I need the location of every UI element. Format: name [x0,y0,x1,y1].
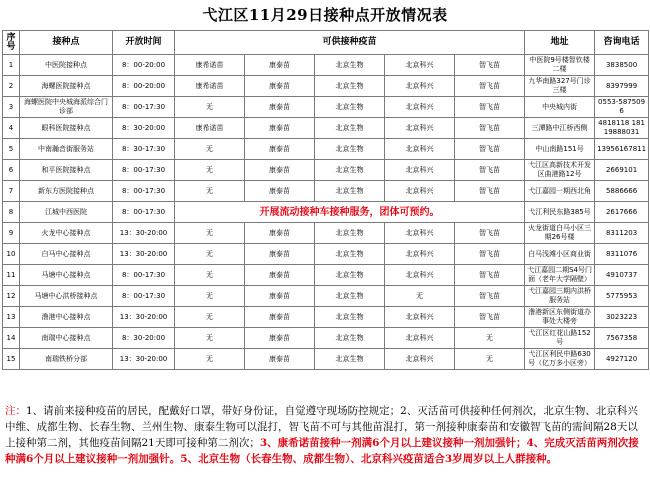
cell-phone: 13956167811 [595,139,649,160]
cell-vaccine: 无 [175,349,245,370]
cell-no: 12 [3,286,20,307]
cell-vaccine: 北京科兴 [385,55,455,76]
cell-address: 弋江利民东路385号 [525,202,595,223]
cell-vaccine: 康泰苗 [245,349,315,370]
notes [2,401,646,483]
cell-vaccine: 康泰苗 [245,223,315,244]
cell-hours: 8：00-17:30 [113,160,175,181]
table-row [3,349,649,370]
cell-vaccine: 无 [175,265,245,286]
cell-site: 南瑞铁桥分部 [20,349,113,370]
cell-vaccine: 康泰苗 [245,265,315,286]
cell-hours: 8：00-20:00 [113,55,175,76]
cell-phone: 4927120 [595,349,649,370]
cell-vaccine: 智飞苗 [455,307,525,328]
cell-vaccine: 无 [175,307,245,328]
cell-site: 白马中心接种点 [20,244,113,265]
page-title: 弋江区11月29日接种点开放情况表 [202,6,448,24]
cell-vaccine: 智飞苗 [455,76,525,97]
cell-vaccine: 北京生物 [315,181,385,202]
cell-vaccine: 康希诺苗 [175,76,245,97]
cell-phone: 2617666 [595,202,649,223]
table-row [3,55,649,76]
cell-site: 马塘中心接种点 [20,265,113,286]
cell-vaccine: 智飞苗 [455,223,525,244]
notes-part-2: 3、康希诺苗接种一剂满6个月以上建议接种一剂加强针；4、完成灭活苗两剂次接种满6个月以上建议接种一剂加强针。5、北京生物（长春生物、成都生物）、北京科兴疫苗适合3岁周岁以上人群接种。 [5,437,639,465]
header-vaccines: 可供接种疫苗 [175,31,525,55]
table-row [3,328,649,349]
cell-site: 火龙中心接种点 [20,223,113,244]
table-row [3,97,649,118]
cell-address: 火龙街道白马小区三期26号楼 [525,223,595,244]
cell-hours: 13：30-20:00 [113,307,175,328]
cell-vaccine: 无 [175,223,245,244]
cell-address: 中山南路151号 [525,139,595,160]
cell-phone: 3838500 [595,55,649,76]
cell-no: 5 [3,139,20,160]
cell-vaccine: 智飞苗 [455,55,525,76]
cell-hours: 8：00-17:30 [113,265,175,286]
cell-no: 13 [3,307,20,328]
cell-site: 中医院接种点 [20,55,113,76]
cell-address: 弋江嘉园三期内洪桥服务站 [525,286,595,307]
cell-vaccine: 康泰苗 [245,55,315,76]
cell-no: 8 [3,202,20,223]
cell-vaccine: 康泰苗 [245,76,315,97]
cell-address: 弋江区利民中路630号（亿万多小区旁） [525,349,595,370]
cell-phone: 4818118 18119888031 [595,118,649,139]
cell-site: 江城中西医院 [20,202,113,223]
cell-address: 白马浅滩小区商业街 [525,244,595,265]
cell-no: 4 [3,118,20,139]
cell-address: 弋江区红花山路152号 [525,328,595,349]
cell-site: 新东方医院接种点 [20,181,113,202]
cell-address: 弋江嘉园二期S4号门面（老年大学隔壁） [525,265,595,286]
cell-phone: 2669101 [595,160,649,181]
header-address: 地址 [525,31,595,55]
cell-vaccine: 无 [175,97,245,118]
cell-phone: 0553-5875096 [595,97,649,118]
cell-site: 海螺医院中央城海派综合门诊部 [20,97,113,118]
cell-hours: 8：00-17:30 [113,286,175,307]
cell-no: 15 [3,349,20,370]
cell-vaccine: 北京科兴 [385,265,455,286]
cell-vaccine: 北京生物 [315,244,385,265]
header-site: 接种点 [20,31,113,55]
cell-hours: 8：00-20:00 [113,76,175,97]
cell-vaccine: 北京生物 [315,328,385,349]
cell-vaccine: 北京生物 [315,286,385,307]
header-phone: 咨询电话 [595,31,649,55]
cell-no: 2 [3,76,20,97]
cell-vaccine: 北京科兴 [385,76,455,97]
schedule-table [2,30,649,370]
cell-vaccine: 北京科兴 [385,349,455,370]
cell-address: 弋江区高新技术开发区曲港路12号 [525,160,595,181]
cell-address: 中央城内街 [525,97,595,118]
cell-vaccine: 北京科兴 [385,160,455,181]
cell-site: 澛港中心接种点 [20,307,113,328]
cell-vaccine: 北京生物 [315,118,385,139]
cell-vaccine: 无 [175,181,245,202]
cell-no: 10 [3,244,20,265]
cell-vaccine: 智飞苗 [455,139,525,160]
header-no: 序号 [3,31,20,55]
cell-vaccine: 无 [455,349,525,370]
cell-vaccine: 康泰苗 [245,139,315,160]
cell-no: 14 [3,328,20,349]
cell-vaccine: 北京生物 [315,349,385,370]
cell-vaccine: 北京科兴 [385,118,455,139]
cell-no: 6 [3,160,20,181]
cell-no: 9 [3,223,20,244]
cell-hours: 8：00-17:30 [113,181,175,202]
cell-phone: 5775953 [595,286,649,307]
table-row [3,76,649,97]
cell-vaccine: 北京生物 [315,139,385,160]
table-row [3,139,649,160]
cell-vaccine: 北京科兴 [385,328,455,349]
cell-vaccine: 康泰苗 [245,244,315,265]
cell-vaccine: 无 [175,286,245,307]
cell-site: 中南瀚音街服务站 [20,139,113,160]
cell-vaccine: 北京科兴 [385,181,455,202]
cell-site: 南瑞中心接种点 [20,328,113,349]
cell-vaccine: 北京科兴 [385,244,455,265]
cell-site: 眼科医院接种点 [20,118,113,139]
cell-vaccine: 康希诺苗 [175,118,245,139]
cell-vaccine: 北京科兴 [385,307,455,328]
cell-address: 澛港新区东侧街道办事处大楼旁 [525,307,595,328]
cell-phone: 8311203 [595,223,649,244]
cell-vaccine: 无 [175,244,245,265]
table-row [3,307,649,328]
cell-vaccine: 智飞苗 [455,160,525,181]
cell-vaccine: 康泰苗 [245,286,315,307]
cell-no: 1 [3,55,20,76]
cell-vaccine: 无 [385,286,455,307]
cell-phone: 7567358 [595,328,649,349]
cell-no: 11 [3,265,20,286]
cell-vaccine: 康希诺苗 [175,55,245,76]
cell-vaccine: 康泰苗 [245,307,315,328]
cell-vaccine: 无 [455,328,525,349]
cell-address: 中医院9号楼智钦楼二楼 [525,55,595,76]
cell-site: 和平医院接种点 [20,160,113,181]
cell-address: 九华南路327号门诊三楼 [525,76,595,97]
cell-vaccine: 康泰苗 [245,118,315,139]
cell-hours: 8：30-20:00 [113,328,175,349]
cell-vaccine: 北京生物 [315,265,385,286]
cell-hours: 8：00-17:30 [113,202,175,223]
cell-phone: 5886666 [595,181,649,202]
cell-vaccine: 康泰苗 [245,97,315,118]
table-row [3,118,649,139]
table-row [3,202,649,223]
cell-hours: 13：30-20:00 [113,244,175,265]
cell-hours: 13：30-20:00 [113,349,175,370]
cell-hours: 8：30-17:30 [113,139,175,160]
cell-vaccine: 无 [175,160,245,181]
cell-phone: 8397999 [595,76,649,97]
cell-hours: 8：30-20:00 [113,118,175,139]
table-row [3,244,649,265]
table-row [3,265,649,286]
notes-prefix: 注： [5,405,26,417]
cell-vaccine: 智飞苗 [455,265,525,286]
cell-vaccine: 北京生物 [315,55,385,76]
cell-site: 海螺医院接种点 [20,76,113,97]
cell-notice: 开展流动接种车接种服务，团体可预约。 [175,202,525,223]
cell-vaccine: 康泰苗 [245,328,315,349]
cell-site: 马塘中心洪桥接种点 [20,286,113,307]
cell-hours: 8：00-17:30 [113,97,175,118]
cell-no: 3 [3,97,20,118]
cell-vaccine: 北京科兴 [385,223,455,244]
cell-vaccine: 北京科兴 [385,139,455,160]
cell-vaccine: 无 [175,139,245,160]
cell-vaccine: 无 [175,328,245,349]
cell-address: 三潭路中江桥西侧 [525,118,595,139]
cell-vaccine: 智飞苗 [455,118,525,139]
cell-vaccine: 北京生物 [315,223,385,244]
cell-vaccine: 智飞苗 [455,286,525,307]
cell-hours: 13：30-20:00 [113,223,175,244]
cell-no: 7 [3,181,20,202]
table-row [3,181,649,202]
cell-phone: 8311076 [595,244,649,265]
cell-phone: 3023223 [595,307,649,328]
cell-vaccine: 康泰苗 [245,160,315,181]
table-row [3,223,649,244]
cell-vaccine: 北京生物 [315,97,385,118]
notes-part-1: 1、请前来接种疫苗的居民，配戴好口罩，带好身份证，自觉遵守现场防控规定；2、灭活苗可供接种任何剂次，北京生物、北京科兴中维、成都生物、长春生物、兰州生物、康泰生物可以混打，智飞苗不可与其他苗混打，第一剂接种康泰苗和安徽智飞苗的需间隔28天以上接种第二剂，其他疫苗间隔21天即可接种第二剂次； [5,405,638,449]
cell-vaccine: 智飞苗 [455,97,525,118]
cell-address: 弋江嘉园一期西北角 [525,181,595,202]
cell-vaccine: 北京科兴 [385,97,455,118]
cell-vaccine: 北京生物 [315,160,385,181]
table-row [3,160,649,181]
cell-vaccine: 北京生物 [315,307,385,328]
cell-vaccine: 智飞苗 [455,181,525,202]
cell-vaccine: 康泰苗 [245,181,315,202]
table-header-row [3,31,649,55]
cell-phone: 4910737 [595,265,649,286]
cell-vaccine: 北京生物 [315,76,385,97]
cell-vaccine: 智飞苗 [455,244,525,265]
header-hours: 开放时间 [113,31,175,55]
table-row [3,286,649,307]
